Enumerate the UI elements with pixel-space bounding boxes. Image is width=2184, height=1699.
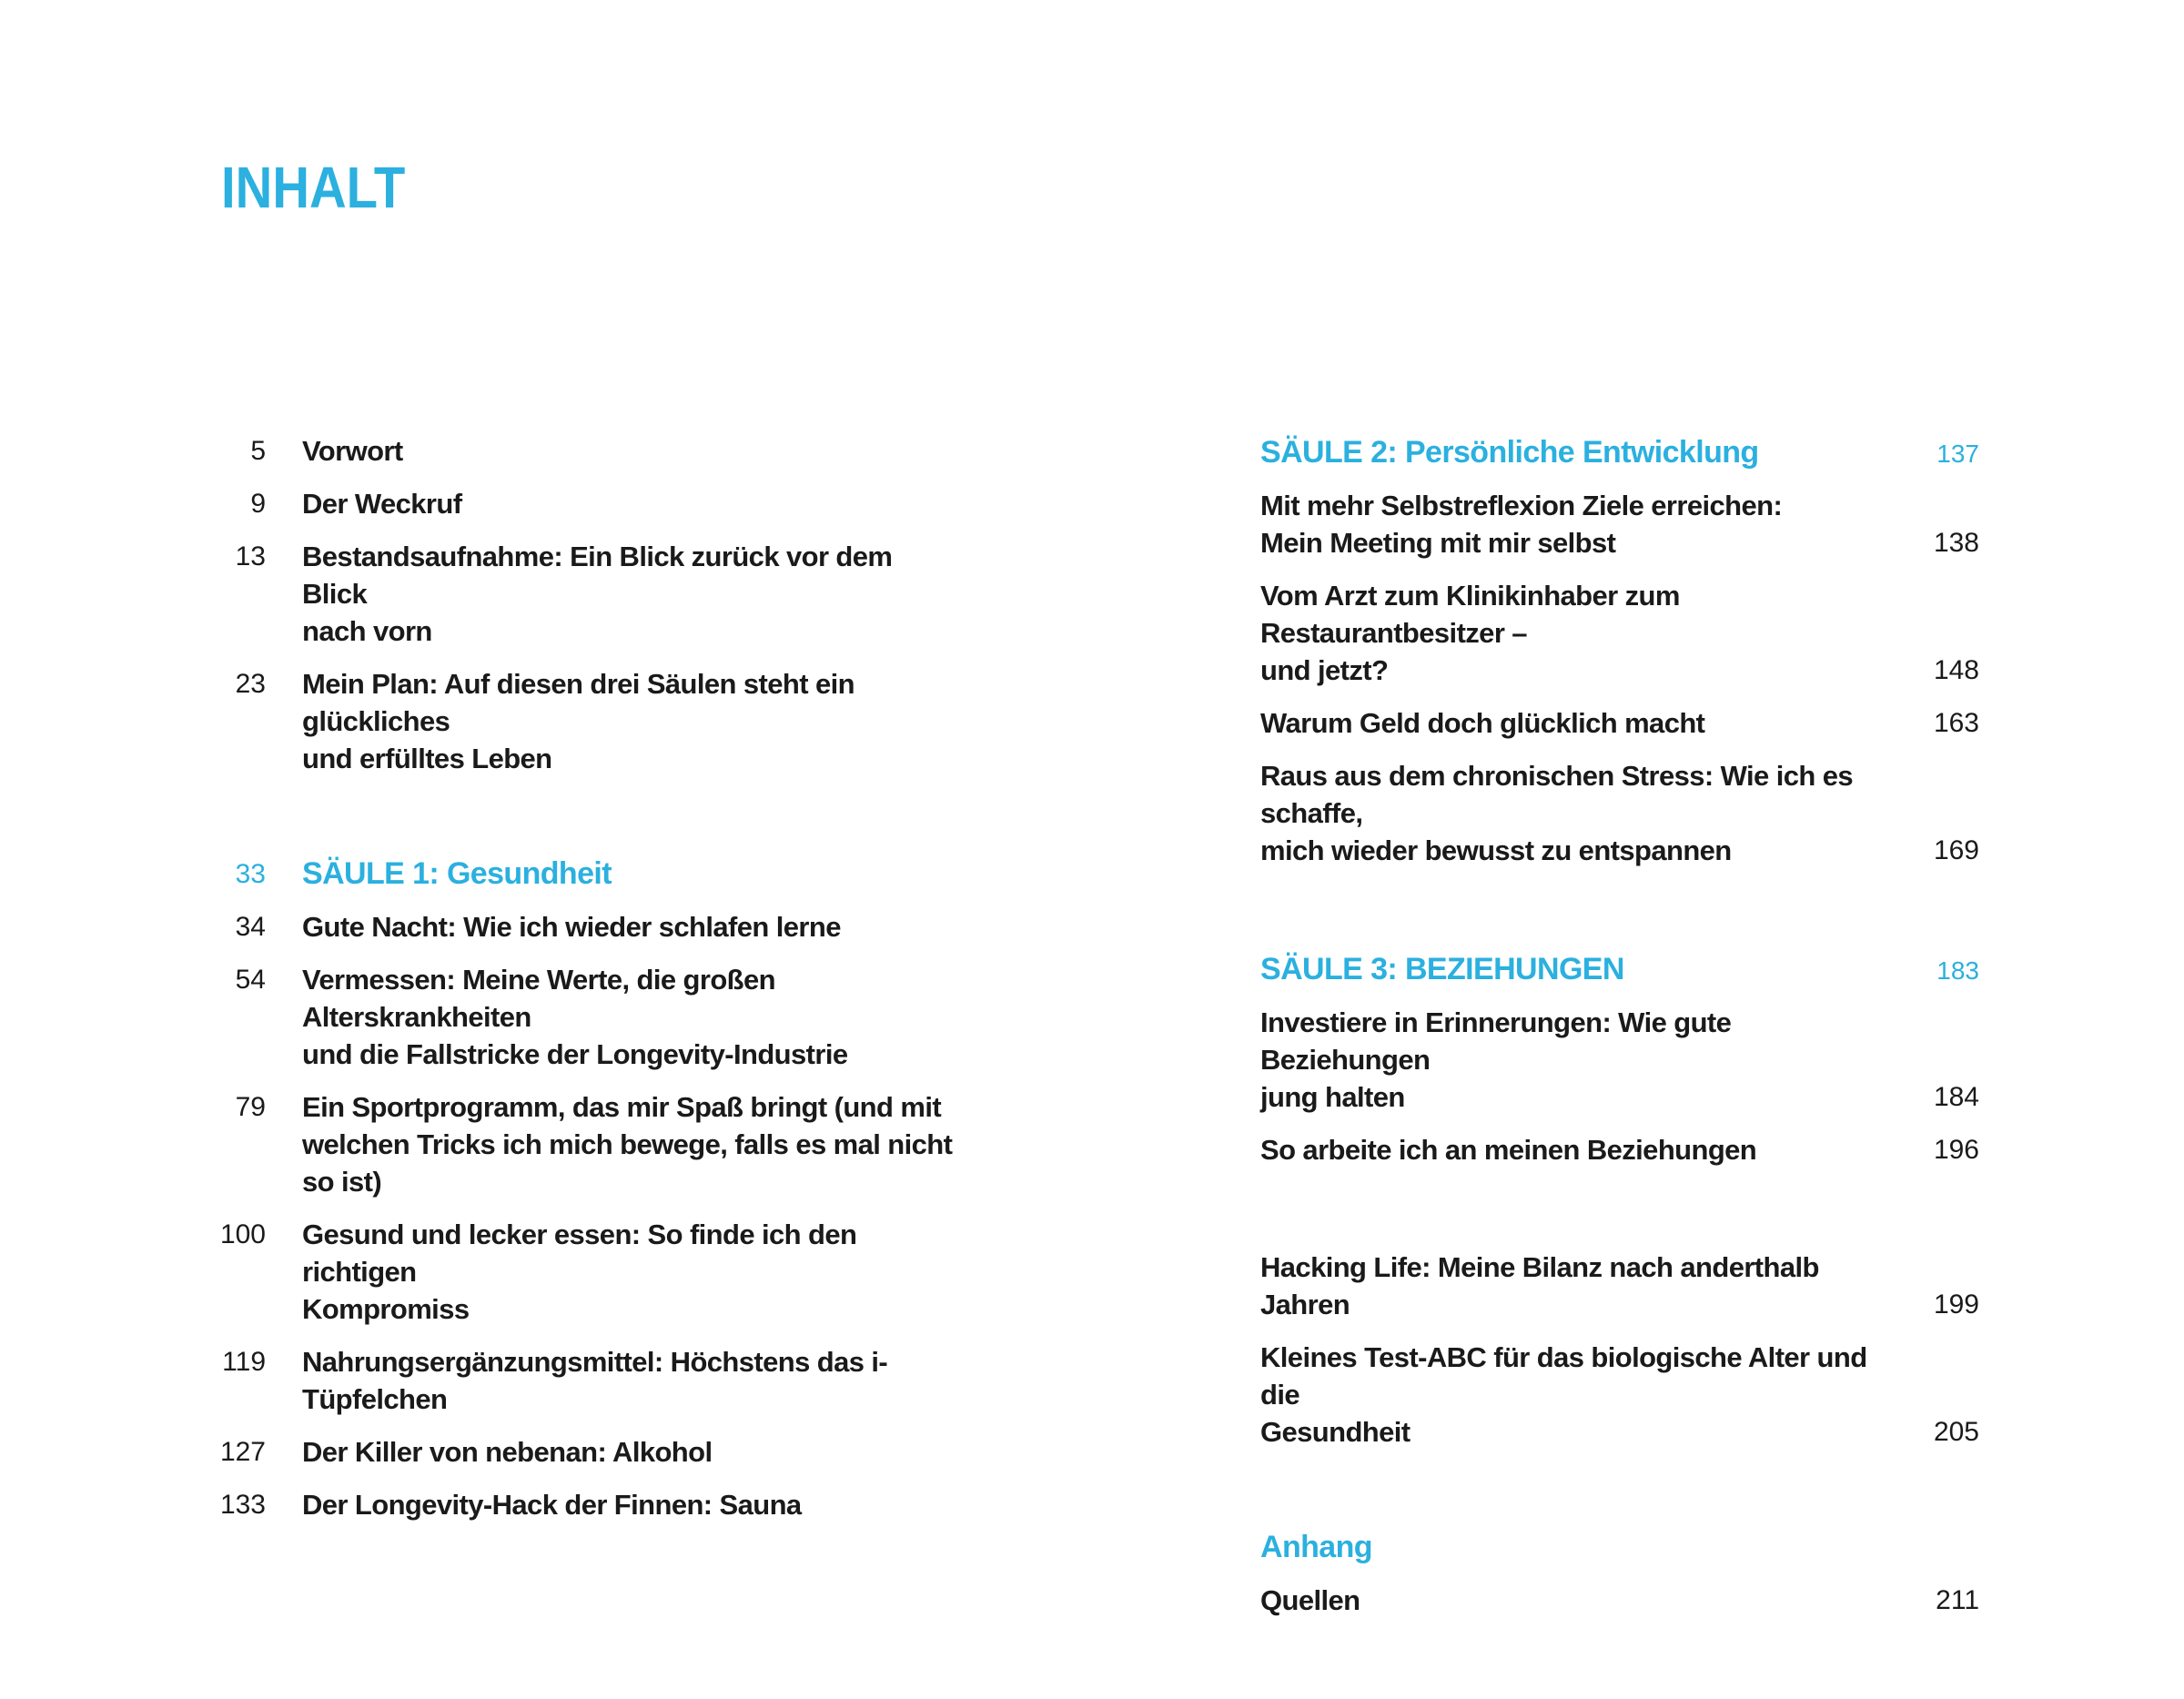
toc-page-number: 13 (235, 541, 266, 571)
toc-entry-title: Gute Nacht: Wie ich wieder schlafen lerne (302, 911, 841, 943)
toc-page-number: 23 (235, 669, 266, 699)
toc-entry[interactable] (209, 538, 965, 650)
toc-entry[interactable] (1260, 1131, 1979, 1168)
toc-entry-title: Bestandsaufnahme: Ein Blick zurück vor dem Blick nach vorn (302, 541, 893, 647)
toc-page-number: 127 (219, 1437, 266, 1467)
toc-section-heading[interactable] (209, 855, 965, 893)
toc-section-heading[interactable] (1260, 432, 1979, 472)
toc-entry[interactable] (1260, 704, 1979, 742)
toc-entry-title: Warum Geld doch glücklich macht (1260, 707, 1705, 739)
toc-page-number: 211 (1936, 1585, 1979, 1615)
toc-entry[interactable] (1260, 757, 1979, 869)
toc-entry-title: Der Longevity-Hack der Finnen: Sauna (302, 1489, 802, 1521)
toc-entry-title: Gesund und lecker essen: So finde ich den richtigen Kompromiss (302, 1219, 857, 1325)
toc-page-number: 163 (1933, 708, 1979, 738)
toc-entry[interactable] (209, 1486, 965, 1523)
toc-section-title: SÄULE 1: Gesundheit (302, 856, 612, 891)
toc-section-title: SÄULE 3: BEZIEHUNGEN (1260, 952, 1624, 986)
toc-page-number: 100 (219, 1219, 266, 1249)
toc-entry-title: Kleines Test-ABC für das biologische Alter und die Gesundheit (1260, 1341, 1867, 1448)
toc-page-number: 169 (1933, 835, 1979, 865)
toc-entry[interactable] (209, 485, 965, 522)
toc-section-heading[interactable] (1260, 949, 1979, 989)
toc-page-number: 9 (250, 489, 266, 519)
toc-page-number: 199 (1933, 1289, 1979, 1320)
toc-entry[interactable] (209, 1216, 965, 1328)
toc-page-number: 184 (1933, 1082, 1979, 1112)
page-title: INHALT (221, 155, 406, 220)
toc-section-heading[interactable] (1260, 1527, 1979, 1567)
toc-page-number: 54 (235, 965, 266, 995)
toc-entry[interactable] (1260, 1339, 1979, 1451)
toc-entry[interactable] (209, 1088, 965, 1200)
toc-page-number: 148 (1933, 655, 1979, 685)
toc-entry[interactable] (1260, 577, 1979, 689)
toc-page-number: 205 (1933, 1417, 1979, 1447)
toc-entry-title: Vorwort (302, 435, 403, 467)
toc-entry[interactable] (209, 908, 965, 946)
toc-entry-title: Nahrungsergänzungsmittel: Höchstens das i-Tüpfelchen (302, 1346, 888, 1415)
toc-page-number: 138 (1933, 528, 1979, 558)
toc-entry-title: Raus aus dem chronischen Stress: Wie ich es schaffe, mich wieder bewusst zu entspannen (1260, 760, 1853, 866)
toc-entry[interactable] (1260, 1582, 1979, 1619)
toc-entry[interactable] (209, 432, 965, 470)
toc-entry[interactable] (1260, 487, 1979, 561)
toc-entry-title: Mit mehr Selbstreflexion Ziele erreichen: Mein Meeting mit mir selbst (1260, 490, 1783, 559)
toc-left-column (209, 432, 965, 1539)
toc-section-page-number: 33 (235, 859, 266, 889)
toc-entry-title: Quellen (1260, 1584, 1360, 1616)
toc-entry-title: Ein Sportprogramm, das mir Spaß bringt (und mit welchen Tricks ich mich bewege, falls es mal nicht so ist) (302, 1091, 953, 1198)
toc-section-title: SÄULE 2: Persönliche Entwicklung (1260, 435, 1759, 470)
toc-entry[interactable] (1260, 1249, 1979, 1323)
toc-page-number: 119 (222, 1347, 266, 1377)
toc-page-number: 196 (1933, 1135, 1979, 1165)
toc-entry[interactable] (209, 665, 965, 777)
toc-entry-title: So arbeite ich an meinen Beziehungen (1260, 1134, 1757, 1166)
toc-page-number: 34 (235, 912, 266, 942)
toc-group-saeule-3 (1260, 949, 1979, 1168)
toc-entry[interactable] (209, 1343, 965, 1418)
toc-group-saeule-2 (1260, 432, 1979, 869)
toc-entry-title: Investiere in Erinnerungen: Wie gute Beziehungen jung halten (1260, 1006, 1732, 1113)
toc-entry-title: Der Killer von nebenan: Alkohol (302, 1436, 713, 1468)
toc-section-title: Anhang (1260, 1530, 1372, 1564)
toc-group-closing (1260, 1249, 1979, 1451)
toc-entry-title: Mein Plan: Auf diesen drei Säulen steht ein glückliches und erfülltes Leben (302, 668, 854, 774)
toc-section-page-number: 137 (1936, 440, 1979, 468)
toc-page-number: 133 (219, 1490, 266, 1520)
toc-section-page-number: 183 (1936, 956, 1979, 985)
toc-entry-title: Der Weckruf (302, 488, 462, 520)
toc-entry-title: Vom Arzt zum Klinikinhaber zum Restaurantbesitzer – und jetzt? (1260, 580, 1680, 686)
toc-page-number: 5 (250, 436, 266, 466)
toc-entry[interactable] (209, 1433, 965, 1471)
toc-entry-title: Vermessen: Meine Werte, die großen Alterskrankheiten und die Fallstricke der Longevity-Industrie (302, 964, 848, 1070)
toc-entry[interactable] (209, 961, 965, 1073)
toc-group-anhang (1260, 1527, 1979, 1619)
toc-entry-title: Hacking Life: Meine Bilanz nach anderthalb Jahren (1260, 1251, 1819, 1320)
toc-right-column (1260, 432, 1979, 1695)
toc-entry[interactable] (1260, 1004, 1979, 1116)
toc-page-number: 79 (235, 1092, 266, 1122)
